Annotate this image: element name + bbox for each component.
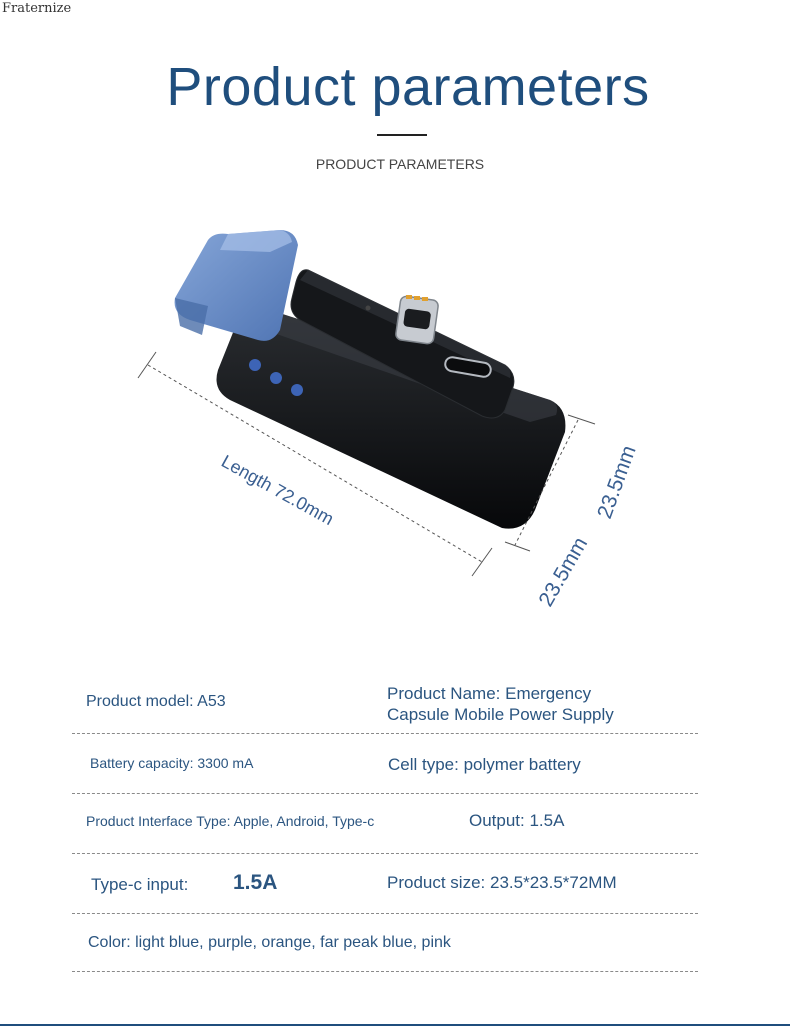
spec-product-name: Product Name: Emergency Capsule Mobile Power Supply — [387, 684, 614, 724]
spec-color: Color: light blue, purple, orange, far peak blue, pink — [88, 934, 451, 951]
power-bank-cap — [175, 230, 298, 341]
length-label: Length 72.0mm — [218, 451, 338, 530]
row-divider — [72, 853, 698, 854]
row-divider — [72, 793, 698, 794]
spec-output: Output: 1.5A — [469, 811, 565, 830]
spec-typec-input-value: 1.5A — [233, 871, 278, 894]
spec-cell-type: Cell type: polymer battery — [388, 755, 581, 774]
row-divider — [72, 733, 698, 734]
height-label: 23.5mm — [593, 442, 641, 522]
spec-product-size: Product size: 23.5*23.5*72MM — [387, 873, 617, 892]
spec-interface-type: Product Interface Type: Apple, Android, Type-c — [86, 813, 375, 829]
title-divider — [377, 134, 427, 136]
led-indicator-icon — [291, 384, 303, 396]
page-title: Product parameters — [166, 57, 650, 117]
watermark-text: Fraternize — [2, 1, 72, 16]
led-indicator-icon — [249, 359, 261, 371]
spec-battery-capacity: Battery capacity: 3300 mA — [90, 755, 254, 771]
row-divider — [72, 971, 698, 972]
microphone-hole-icon — [366, 306, 371, 311]
page-subtitle: PRODUCT PARAMETERS — [315, 156, 485, 172]
width-label: 23.5mm — [534, 533, 593, 611]
led-indicator-icon — [270, 372, 282, 384]
type-c-plug-icon — [395, 295, 439, 344]
row-divider — [72, 913, 698, 914]
spec-model: Product model: A53 — [86, 693, 226, 710]
spec-typec-input-label: Type-c input: — [91, 875, 189, 894]
power-bank-illustration — [120, 210, 680, 630]
